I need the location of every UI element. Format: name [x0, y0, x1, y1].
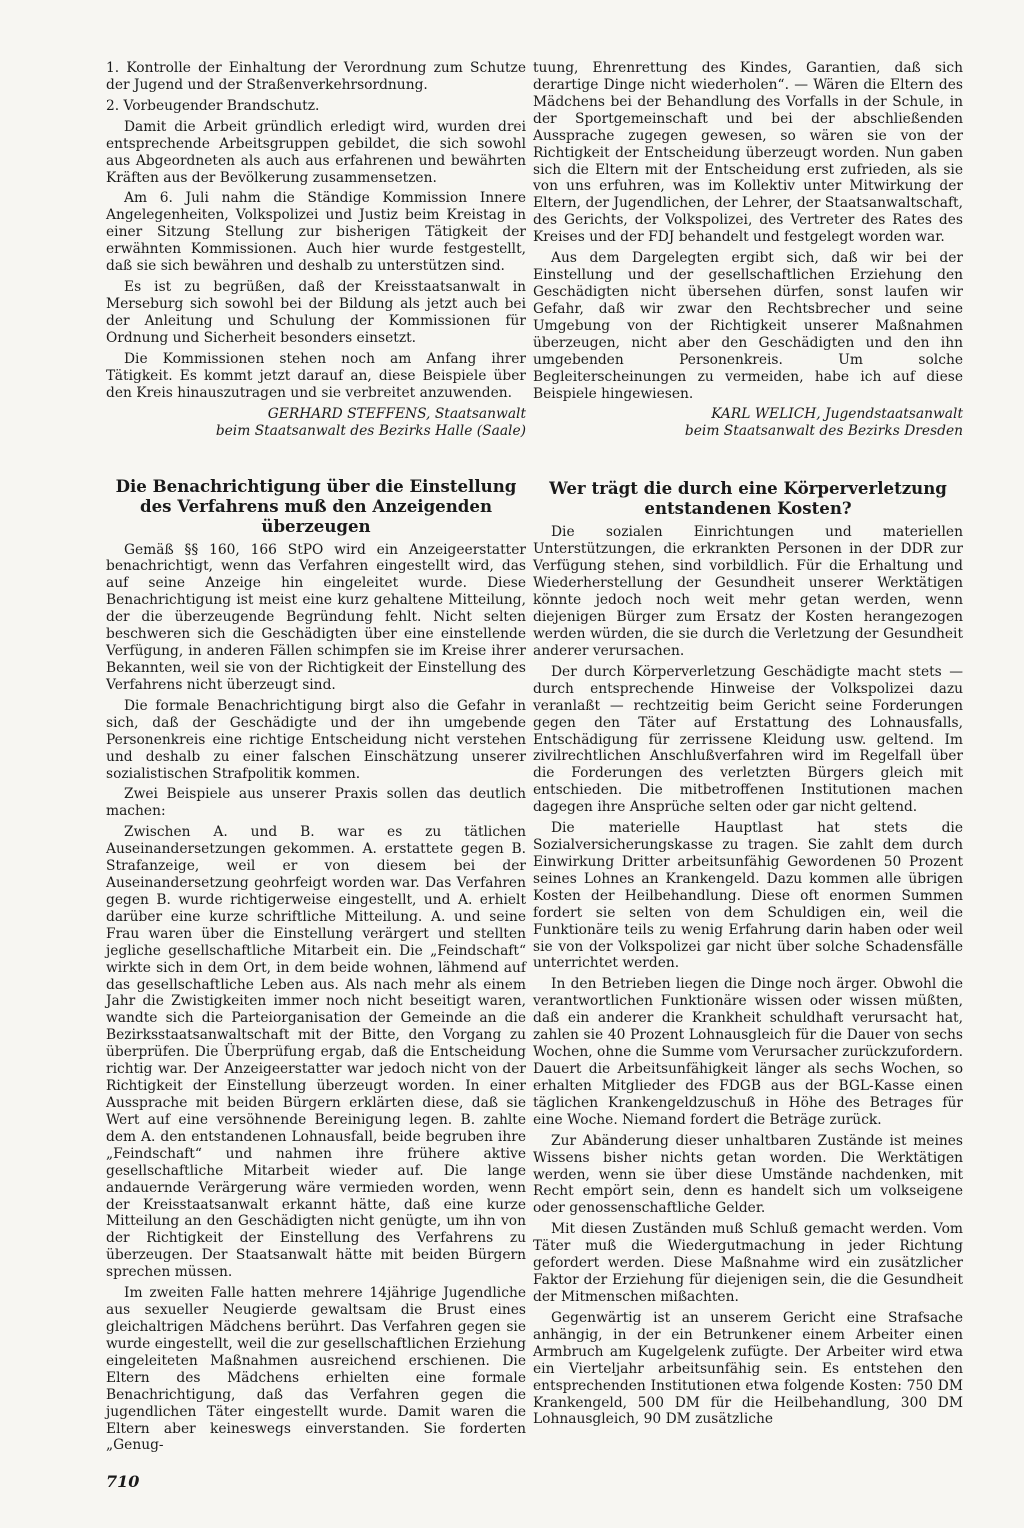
- author-signature: [533, 406, 963, 440]
- author-signature: [106, 406, 526, 440]
- paragraph: Zur Abänderung dieser unhaltbaren Zustände ist meines Wissens bisher nichts getan worden. Die Werktätigen werden, wenn sie über diese Umstände nachdenken, mit Recht empört sein, denn es handelt sich um volkseigene oder genossenschaftliche Gelder.: [533, 1132, 963, 1217]
- paragraph: Mit diesen Zuständen muß Schluß gemacht werden. Vom Täter muß die Wiedergutmachung in jeder Richtung gefordert werden. Diese Maßnahme wird ein zusätzlicher Faktor der Erziehung für diejenigen sein, die die Gesundheit der Mitmenschen mißachten.: [533, 1221, 963, 1305]
- author-name: KARL WELICH, Jugendstaatsanwalt: [711, 406, 963, 423]
- left-column: [106, 60, 526, 1458]
- paragraph: Der durch Körperverletzung Geschädigte macht stets — durch entsprechende Hinweise der Volkspolizei dazu veranlaßt — rechtzeitig beim Gericht seine Forderungen gegen den Täter auf Erstattung des Lohnausfalls, Entschädigung für zerrissene Kleidung usw. geltend. Im zivilrechtlichen Anschlußverfahren wird im Regelfall über die Forderungen des verletzten Bürgers gleich mit entschieden. Die mitbetroffenen Institutionen machen dagegen ihre Ansprüche selten oder gar nicht geltend.: [533, 663, 963, 816]
- author-affiliation: beim Staatsanwalt des Bezirks Dresden: [684, 423, 963, 440]
- author-name: GERHARD STEFFENS, Staatsanwalt: [267, 405, 526, 422]
- paragraph: 2. Vorbeugender Brandschutz.: [106, 97, 320, 114]
- paragraph: Zwischen A. und B. war es zu tätlichen Auseinandersetzungen gekommen. A. erstattete gegen B. Strafanzeige, weil er von diesem bei der Auseinandersetzung geohrfeigt worden war. Das Verfahren gegen B. wurde richtigerweise eingestellt, und A. erhielt darüber eine kurze schriftliche Mitteilung. A. und seine Frau waren über die Einstellung verärgert und stellten jegliche gesellschaftliche Mitarbeit ein. Die „Feindschaft“ wirkte sich in dem Ort, in dem beide wohnen, lähmend auf das gesellschaftliche Leben aus. Als nach mehr als einem Jahr die Zwistigkeiten immer noch nicht beseitigt waren, wandte sich die Parteiorganisation der Gemeinde an die Bezirksstaatsanwaltschaft mit der Bitte, den Vorgang zu überprüfen. Die Überprüfung ergab, daß die Entscheidung richtig war. Der Anzeigeerstatter war jedoch nicht von der Richtigkeit der Einstellung überzeugt worden. In einer Aussprache mit beiden Bürgern erklärten diese, daß sie Wert auf eine versöhnende Bereinigung legen. B. zahlte dem A. den entstandenen Lohnausfall, beide begruben ihre „Feindschaft“ und nahmen ihre frühere aktive gesellschaftliche Mitarbeit wieder auf. Die lange andauernde Verärgerung wäre vermieden worden, wenn der Kreisstaatsanwalt erkannt hätte, daß eine kurze Mitteilung an den Geschädigten nicht genügte, um ihn von der Richtigkeit der Einstellung des Verfahrens zu überzeugen. Der Staatsanwalt hätte mit beiden Bürgern sprechen müssen.: [106, 824, 526, 1281]
- paragraph: tuung, Ehrenrettung des Kindes, Garantien, daß sich derartige Dinge nicht wiederholen“. — Wären die Eltern des Mädchens bei der Behandlung des Vorfalls in der Schule, in der Sportgemeinschaft und bei der abschließenden Aussprache zugegen gewesen, so wären sie von der Richtigkeit der Entscheidung überzeugt worden. Nun gaben sich die Eltern mit der Entscheidung erst zufrieden, als sie von uns erfuhren, was im Kollektiv unter Mitwirkung der Eltern, der Jugendlichen, der Lehrer, der Staatsanwaltschaft, des Gerichts, der Volkspolizei, des Vertreter des Rates des Kreises und der FDJ behandelt und festgelegt worden war.: [533, 60, 963, 246]
- paragraph: Die sozialen Einrichtungen und materiellen Unterstützungen, die erkrankten Personen in der DDR zur Verfügung stehen, sind vorbildlich. Für die Erhaltung und Wiederherstellung der Gesundheit unserer Werktätigen könnte jedoch noch weit mehr getan werden, wenn diejenigen Bürger zum Ersatz der Kosten herangezogen werden würden, die sie durch die Verletzung der Gesundheit anderer verursachen.: [533, 524, 963, 659]
- paragraph: Am 6. Juli nahm die Ständige Kommission Innere Angelegenheiten, Volkspolizei und Justiz beim Kreistag in einer Sitzung Stellung zur bisherigen Tätigkeit der erwähnten Kommissionen. Auch hier wurde festgestellt, daß sie sich bewähren und deshalb zu unterstützen sind.: [106, 190, 526, 275]
- right-column: [533, 60, 963, 1432]
- paragraph: Die materielle Hauptlast hat stets die Sozialversicherungskasse zu tragen. Sie zahlt dem durch Einwirkung Dritter arbeitsunfähig Gewordenen 50 Prozent seines Lohnes an Krankengeld. Dazu kommen alle übrigen Kosten der Heilbehandlung. Diese oft enormen Summen fordert sie selten von dem Schuldigen ein, weil die Funktionäre teils zu wenig Erfahrung darin haben oder weil sie von der Volkspolizei gar nicht über solche Schadensfälle unterrichtet werden.: [533, 820, 963, 972]
- paragraph: 1. Kontrolle der Einhaltung der Verordnung zum Schutze der Jugend und der Straßenverkehrsordnung.: [106, 60, 526, 93]
- page-number: 710: [106, 1472, 140, 1491]
- article-heading: Wer trägt die durch eine Körperverletzung entstandenen Kosten?: [549, 478, 947, 519]
- paragraph: Die Kommissionen stehen noch am Anfang ihrer Tätigkeit. Es kommt jetzt darauf an, diese Beispiele über den Kreis hinauszutragen und sie verbreitet anzuwenden.: [106, 350, 526, 401]
- paragraph: Gegenwärtig ist an unserem Gericht eine Strafsache anhängig, in der ein Betrunkener einem Arbeiter einen Armbruch am Kugelgelenk zufügte. Der Arbeiter wird etwa ein Vierteljahr arbeitsunfähig sein. Es entstehen den entsprechenden Institutionen etwa folgende Kosten: 750 DM Krankengeld, 500 DM für die Heilbehandlung, 300 DM Lohnausgleich, 90 DM zusätzliche: [533, 1309, 963, 1428]
- paragraph: In den Betrieben liegen die Dinge noch ärger. Obwohl die verantwortlichen Funktionäre wissen oder wissen müßten, daß ein anderer die Krankheit schuldhaft verursacht hat, zahlen sie 40 Prozent Lohnausgleich für die Dauer von sechs Wochen, ohne die Summe vom Verursacher zurückzufordern. Dauert die Arbeitsunfähigkeit länger als sechs Wochen, so erhalten Mitglieder des FDGB aus der BGL-Kasse einen täglichen Krankengeldzuschuß in Höhe des Betrages für eine Woche. Niemand fordert die Beträge zurück.: [533, 976, 963, 1128]
- paragraph: Zwei Beispiele aus unserer Praxis sollen das deutlich machen:: [106, 786, 526, 820]
- paragraph: Es ist zu begrüßen, daß der Kreisstaatsanwalt in Merseburg sich sowohl bei der Bildung als jetzt auch bei der Anleitung und Schulung der Kommissionen für Ordnung und Sicherheit besonders einsetzt.: [106, 279, 526, 346]
- paragraph: Aus dem Dargelegten ergibt sich, daß wir bei der Einstellung und der gesellschaftlichen Erziehung den Geschädigten nicht übersehen dürfen, sonst laufen wir Gefahr, daß wir zwar den Rechtsbrecher und seine Umgebung von der Richtigkeit unserer Maßnahmen überzeugen, nicht aber den Geschädigten und den ihn umgebenden Personenkreis. Um solche Begleiterscheinungen zu vermeiden, habe ich auf diese Beispiele hingewiesen.: [533, 250, 963, 402]
- paragraph: Gemäß §§ 160, 166 StPO wird ein Anzeigeerstatter benachrichtigt, wenn das Verfahren eingestellt wird, das auf seine Anzeige hin eingeleitet wurde. Diese Benachrichtigung ist meist eine kurz gehaltene Mitteilung, der die überzeugende Begründung fehlt. Nicht selten beschweren sich die Geschädigten über eine einstellende Verfügung, in anderen Fällen schimpfen sie im Kreise ihrer Bekannten, weil sie von der Richtigkeit der Einstellung des Verfahrens nicht überzeugt sind.: [106, 541, 526, 693]
- paragraph: Im zweiten Falle hatten mehrere 14jährige Jugendliche aus sexueller Neugierde gewaltsam die Brust eines gleichaltrigen Mädchens berührt. Das Verfahren gegen sie wurde eingestellt, weil die zur gesellschaftlichen Erziehung eingeleiteten Maßnahmen ausreichend erschienen. Die Eltern des Mädchens erhielten eine formale Benachrichtigung, daß das Verfahren gegen die jugendlichen Täter eingestellt wurde. Damit waren die Eltern aber keineswegs einverstanden. Sie forderten „Genug-: [106, 1285, 526, 1454]
- article-heading: Die Benachrichtigung über die Einstellung des Verfahrens muß den Anzeigenden überzeugen: [115, 475, 517, 536]
- author-affiliation: beim Staatsanwalt des Bezirks Halle (Saale): [215, 422, 526, 439]
- paragraph: Die formale Benachrichtigung birgt also die Gefahr in sich, daß der Geschädigte und der ihn umgebende Personenkreis eine richtige Entscheidung nicht verstehen und deshalb zu einer falschen Einschätzung unserer sozialistischen Strafpolitik kommen.: [106, 697, 526, 782]
- paragraph: Damit die Arbeit gründlich erledigt wird, wurden drei entsprechende Arbeitsgruppen gebildet, die sich sowohl aus Abgeordneten als auch aus erfahrenen und bewährten Kräften aus der Bevölkerung zusammensetzen.: [106, 118, 526, 186]
